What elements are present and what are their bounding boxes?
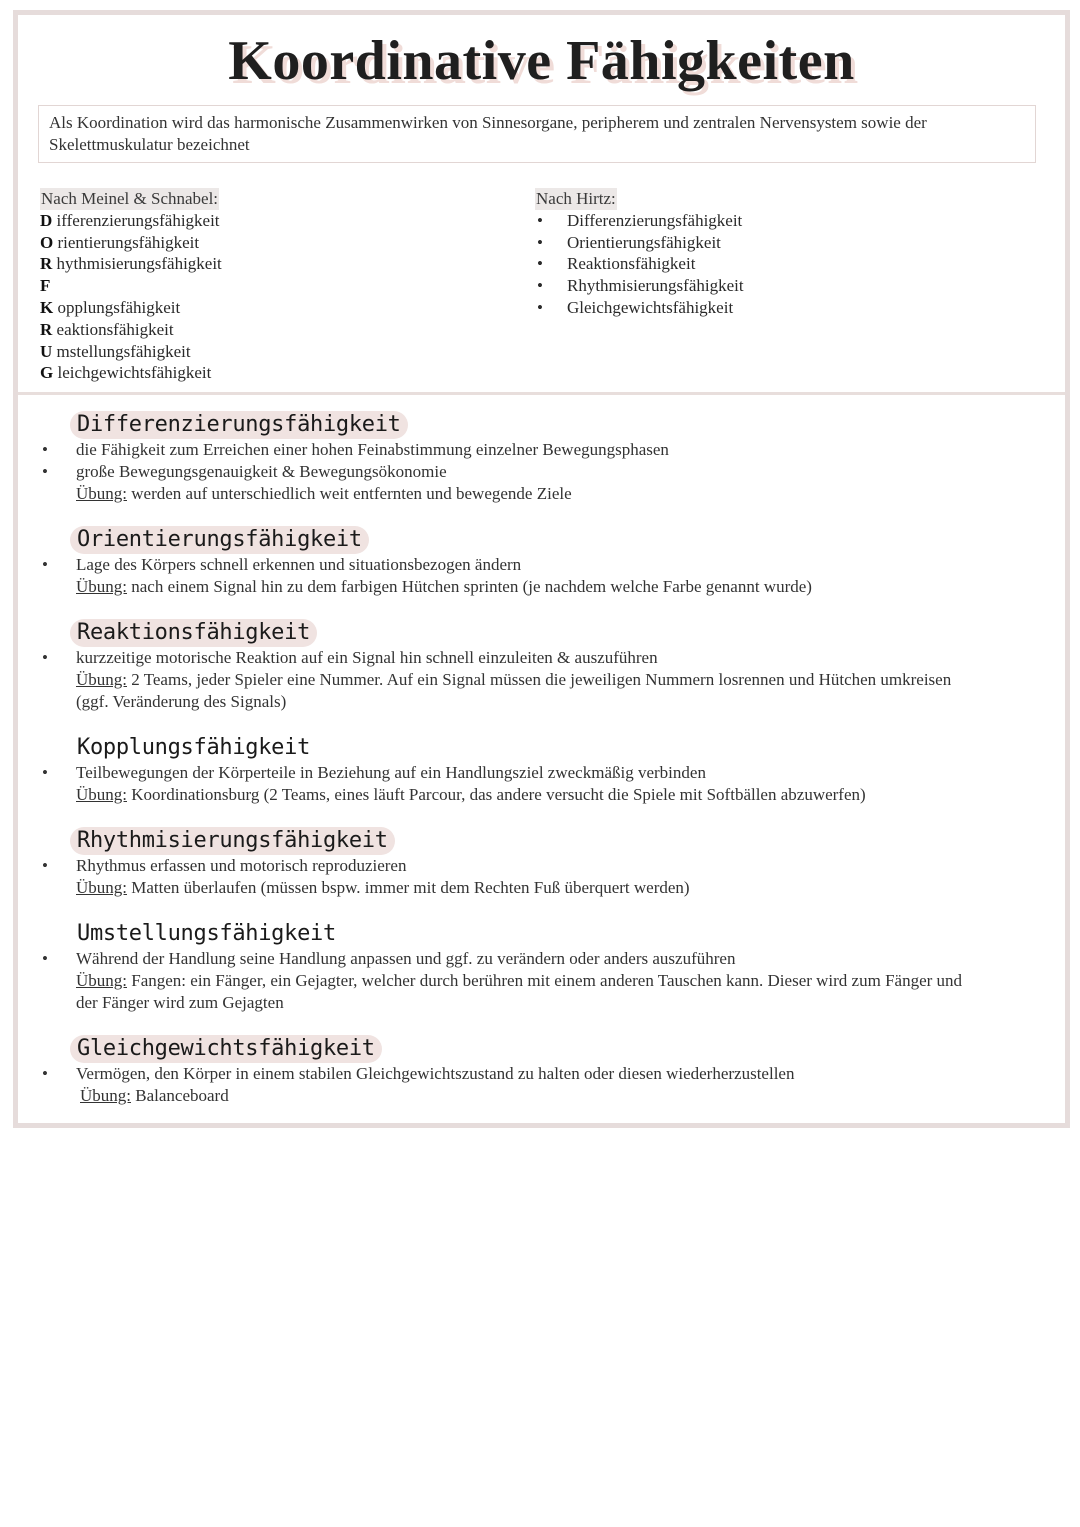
acronym-letter: D xyxy=(40,210,53,230)
acronym-letter: K xyxy=(40,297,54,317)
exercise-line: Übung: 2 Teams, jeder Spieler eine Nummer. Auf ein Signal müssen die jeweiligen Nummern losrennen und Hütchen umkreisen (ggf. Veränderung des Signals) xyxy=(76,669,952,711)
acronym-rest: hythmisierungsfähigkeit xyxy=(56,254,222,274)
bullet-line: • große Bewegungsgenauigkeit & Bewegungsökonomie xyxy=(42,461,447,481)
bullet-icon: • xyxy=(537,254,543,274)
page-title: Koordinative Fähigkeiten xyxy=(228,30,855,92)
acronym-rest: ifferenzierungsfähigkeit xyxy=(56,210,220,230)
section-title: Gleichgewichtsfähigkeit xyxy=(70,1035,382,1063)
exercise-line: Übung: Balanceboard xyxy=(80,1085,229,1105)
list-item-text: Gleichgewichtsfähigkeit xyxy=(567,297,734,317)
uebung-label: Übung: xyxy=(80,1085,131,1105)
acronym-letter: F xyxy=(40,276,51,296)
section-title: Differenzierungsfähigkeit xyxy=(70,411,408,439)
bullet-icon: • xyxy=(42,648,48,667)
acronym-row xyxy=(40,275,222,297)
list-item-text: Reaktionsfähigkeit xyxy=(567,254,696,274)
section-reaktion xyxy=(40,619,976,712)
section-title: Orientierungsfähigkeit xyxy=(70,526,369,554)
acronym-letter: G xyxy=(40,363,54,383)
bullet-line: • kurzzeitige motorische Reaktion auf ein Signal hin schnell einzuleiten & auszuführen xyxy=(42,648,658,667)
bullet-line: • die Fähigkeit zum Erreichen einer hohen Feinabstimmung einzelner Bewegungsphasen xyxy=(42,440,669,459)
bullet-line: • Teilbewegungen der Körperteile in Beziehung auf ein Handlungsziel zweckmäßig verbinden xyxy=(42,763,706,782)
acronym-row xyxy=(40,362,222,384)
list-item xyxy=(535,275,744,297)
section-rhythmisierung xyxy=(40,827,690,899)
section-divider xyxy=(18,392,1065,395)
list-item-text: Differenzierungsfähigkeit xyxy=(567,210,743,230)
acronym-letter: U xyxy=(40,341,53,361)
section-title: Rhythmisierungsfähigkeit xyxy=(70,827,395,855)
acronym-letter: O xyxy=(40,232,54,252)
acronym-row xyxy=(40,210,222,232)
section-title: Kopplungsfähigkeit xyxy=(77,735,311,760)
bullet-line: • Während der Handlung seine Handlung anpassen und ggf. zu verändern oder anders auszuführen xyxy=(42,949,736,968)
hirtz-heading: Nach Hirtz: xyxy=(536,189,616,208)
acronym-row xyxy=(40,232,222,254)
bullet-line: • Vermögen, den Körper in einem stabilen Gleichgewichtszustand zu halten oder diesen wiederherzustellen xyxy=(42,1064,795,1083)
acronym-row xyxy=(40,341,222,363)
uebung-label: Übung: xyxy=(76,970,127,990)
bullet-icon: • xyxy=(42,555,48,574)
bullet-icon: • xyxy=(537,232,543,252)
list-item xyxy=(535,253,744,275)
list-item xyxy=(535,210,744,232)
acronym-letter: R xyxy=(40,254,53,274)
section-title: Umstellungsfähigkeit xyxy=(77,921,336,946)
bullet-icon: • xyxy=(537,276,543,296)
exercise-line: Übung: Matten überlaufen (müssen bspw. immer mit dem Rechten Fuß überquert werden) xyxy=(76,877,690,897)
bullet-icon: • xyxy=(42,461,48,481)
section-kopplung xyxy=(40,734,866,806)
uebung-label: Übung: xyxy=(76,576,127,596)
bullet-icon: • xyxy=(537,297,543,317)
exercise-line: Übung: Koordinationsburg (2 Teams, eines läuft Parcour, das andere versucht die Spiele mit Softbällen abzuwerfen) xyxy=(76,784,866,804)
exercise-line: Übung: nach einem Signal hin zu dem farbigen Hütchen sprinten (je nachdem welche Farbe genannt wurde) xyxy=(76,576,812,596)
bullet-line: • Rhythmus erfassen und motorisch reproduzieren xyxy=(42,856,407,875)
hirtz-list xyxy=(535,188,744,319)
acronym-rest: eaktionsfähigkeit xyxy=(56,319,174,339)
meinel-schnabel-list xyxy=(40,188,222,384)
bullet-icon: • xyxy=(42,1064,48,1083)
section-differenzierung xyxy=(40,411,669,504)
bullet-icon: • xyxy=(42,763,48,782)
acronym-rest: mstellungsfähigkeit xyxy=(56,341,191,361)
section-orientierung xyxy=(40,526,812,598)
page-sheet xyxy=(13,10,1070,1128)
acronym-rest: leichgewichtsfähigkeit xyxy=(57,363,212,383)
exercise-line: Übung: werden auf unterschiedlich weit entfernten und bewegende Ziele xyxy=(76,483,572,503)
definition-box: Als Koordination wird das harmonische Zusammenwirken von Sinnesorgane, peripherem und zentralen Nervensystem sowie der Skelettmuskulatur bezeichnet xyxy=(38,105,1036,163)
bullet-icon: • xyxy=(42,949,48,968)
uebung-label: Übung: xyxy=(76,877,127,897)
bullet-icon: • xyxy=(537,210,543,230)
uebung-label: Übung: xyxy=(76,784,127,804)
bullet-line: • Lage des Körpers schnell erkennen und situationsbezogen ändern xyxy=(42,555,522,574)
acronym-letter: R xyxy=(40,319,53,339)
acronym-row xyxy=(40,253,222,275)
acronym-rest: rientierungsfähigkeit xyxy=(57,232,200,252)
exercise-line: Übung: Fangen: ein Fänger, ein Gejagter, welcher durch berühren mit einem anderen Tauschen kann. Dieser wird zum Fänger und der Fänger wird zum Gejagten xyxy=(76,970,963,1012)
bullet-icon: • xyxy=(42,856,48,875)
acronym-row xyxy=(40,297,222,319)
list-item xyxy=(535,232,744,254)
bullet-icon: • xyxy=(42,440,48,459)
list-item-text: Rhythmisierungsfähigkeit xyxy=(567,276,744,296)
uebung-label: Übung: xyxy=(76,483,127,503)
list-item xyxy=(535,297,744,319)
acronym-row xyxy=(40,319,222,341)
acronym-rest: opplungsfähigkeit xyxy=(57,297,181,317)
section-title: Reaktionsfähigkeit xyxy=(70,619,317,647)
list-item-text: Orientierungsfähigkeit xyxy=(567,232,721,252)
section-gleichgewicht xyxy=(40,1035,794,1107)
section-umstellung xyxy=(40,920,976,1013)
meinel-heading: Nach Meinel & Schnabel: xyxy=(41,189,219,208)
uebung-label: Übung: xyxy=(76,669,127,689)
